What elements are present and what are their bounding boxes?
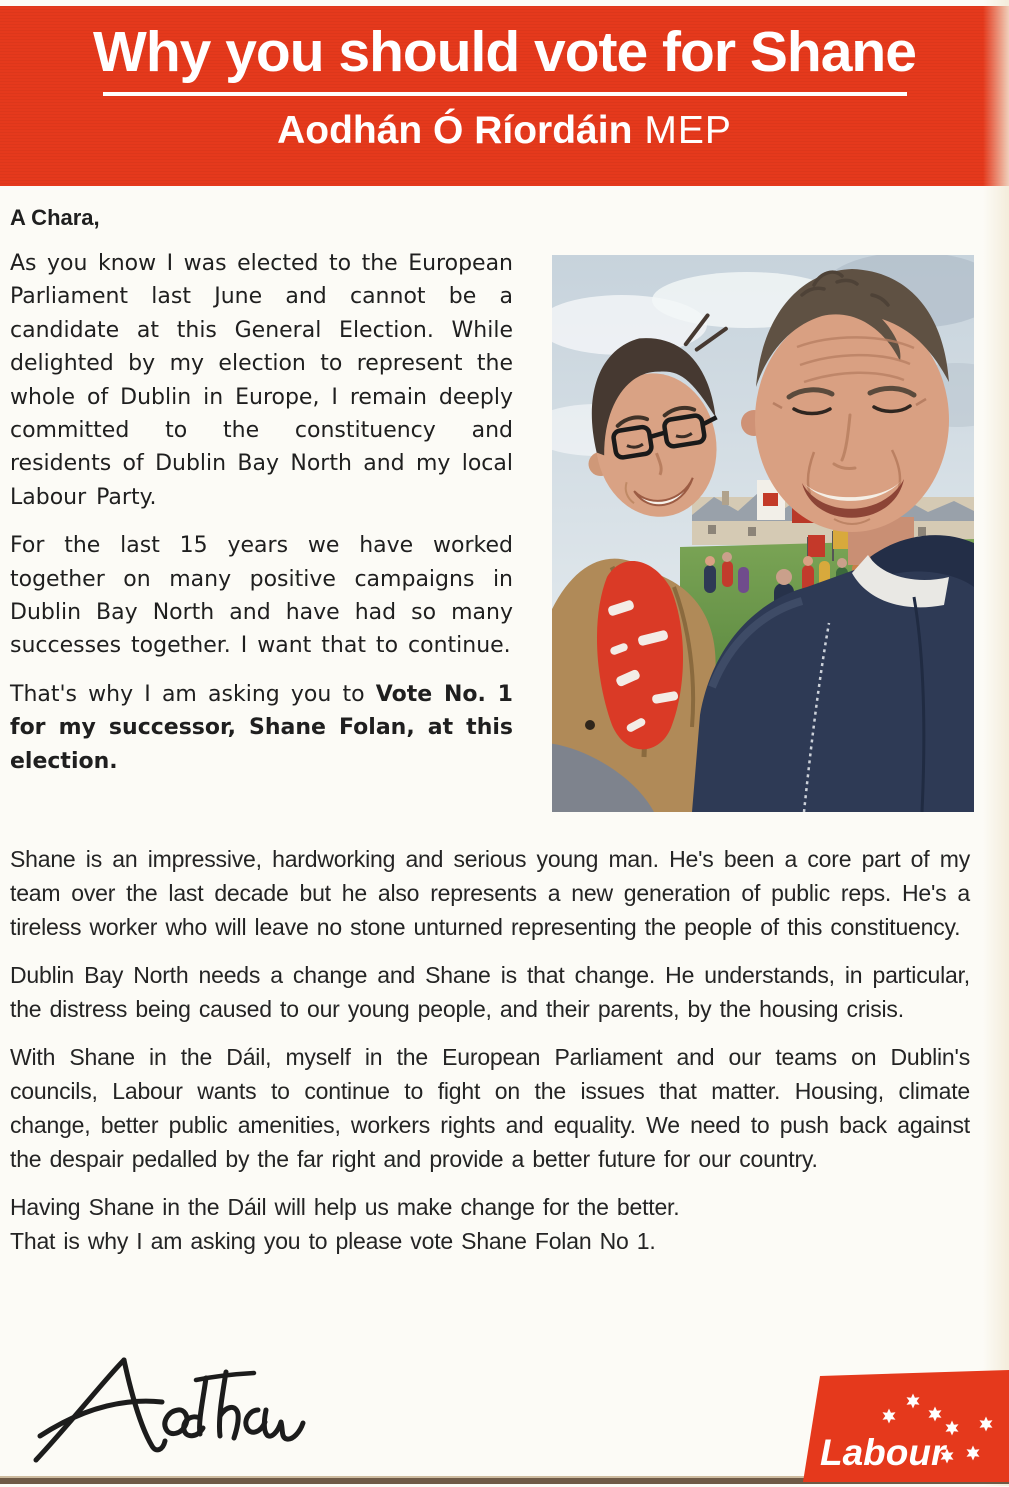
letter-paragraph-5: Dublin Bay North needs a change and Shane is that change. He understands, in particular, the distress being caused to our young people, and their parents, by the housing crisis. (10, 962, 970, 1022)
labour-logo-graphic (798, 1368, 1009, 1482)
letter-body-full (10, 842, 970, 1258)
mep-role: MEP (644, 109, 732, 152)
logo-label: Labour (820, 1432, 946, 1473)
signature-aodhan (28, 1348, 308, 1466)
letter-closing (10, 1190, 970, 1258)
letter-paragraph-3-lead: That's why I am asking you to (10, 681, 376, 707)
campaign-selfie-photo (552, 255, 974, 812)
closing-line-2: That is why I am asking you to please vote Shane Folan No 1. (10, 1228, 656, 1254)
scan-edge-tint (983, 0, 1009, 1486)
letter-paragraph-3 (10, 678, 513, 778)
header-banner (0, 6, 1009, 186)
photo-illustration (552, 255, 974, 812)
closing-line-1: Having Shane in the Dáil will help us make change for the better. (10, 1194, 680, 1220)
letter-paragraph-6: With Shane in the Dáil, myself in the European Parliament and our teams on Dublin's councils, Labour wants to continue to fight on the issues that matter. Housing, climate change, better public amenities, workers rights and equality. We need to push back against the despair pedalled by the far right and provide a better future for our country. (10, 1044, 970, 1172)
letter-paragraph-2: For the last 15 years we have worked together on many positive campaigns in Dublin Bay North and have had so many successes together. I want that to continue. (10, 533, 513, 659)
signature-strokes (28, 1348, 308, 1466)
letter-column (10, 247, 513, 793)
letter-paragraph-3-bold: Vote No. 1 for my successor, Shane Folan, at this election. (10, 681, 513, 774)
page-title: Why you should vote for Shane (93, 20, 916, 84)
letter-paragraph-1: As you know I was elected to the European Parliament last June and cannot be a candidate at this General Election. While delighted by my election to represent the whole of Dublin in Europe, I remain deeply committed to the constituency and residents of Dublin Bay North and my local Labour Party. (10, 251, 513, 510)
header-subtitle (0, 109, 1009, 153)
letter-paragraph-4: Shane is an impressive, hardworking and serious young man. He's been a core part of my team over the last decade but he also represents a new generation of public reps. He's a tireless worker who will leave no stone unturned representing the people of this constituency. (10, 846, 970, 940)
header-divider (103, 92, 907, 96)
mep-name: Aodhán Ó Ríordáin (277, 109, 633, 152)
labour-logo (798, 1368, 1009, 1482)
letter-salutation: A Chara, (10, 205, 100, 230)
